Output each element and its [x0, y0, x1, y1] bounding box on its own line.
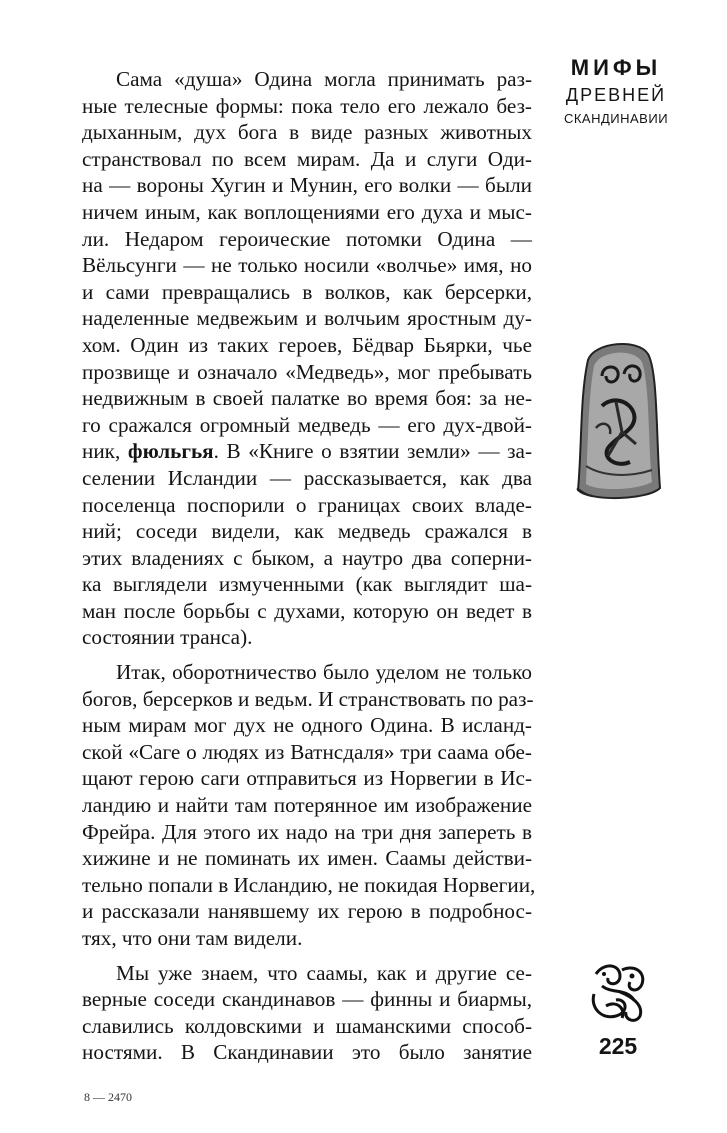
- text-line: ные телесные формы: пока тело его лежало без-: [82, 93, 532, 118]
- text-line: богов, берсерков и ведьм. И странствовать по раз-: [82, 686, 534, 711]
- rubric-title: МИФЫ: [570, 55, 662, 80]
- text-fragment: . В «Книге о взятии земли» — за-: [213, 439, 532, 464]
- body-text: [82, 66, 536, 1066]
- text-line: состоянии транса).: [82, 625, 253, 650]
- text-line: го сражался огромный медведь — его дух-двой-: [82, 412, 532, 437]
- text-line: странствовал по всем мирам. Да и слуги Оди-: [82, 146, 532, 171]
- term-fylgja: фюльгья: [127, 439, 214, 464]
- text-line-with-term: [82, 438, 532, 465]
- text-line: Фрейра. Для этого их надо на три дня запереть в: [82, 819, 532, 844]
- rubric-subtitle: ДРЕВНЕЙ: [565, 85, 667, 105]
- text-line: верные соседи скандинавов — финны и биармы,: [82, 987, 532, 1012]
- text-line: хом. Один из таких героев, Бёдвар Бьярки, чье: [82, 332, 532, 357]
- text-line: ли. Недаром героические потомки Одина —: [82, 226, 532, 251]
- text-line: ской «Саге о людях из Ватнсдаля» три саама обе-: [82, 739, 532, 764]
- text-line: наделенные медвежьим и волчьим яростным ду-: [82, 306, 532, 331]
- text-line: на — вороны Хугин и Мунин, его волки — были: [82, 173, 532, 198]
- text-line: хижине и не поминать их имен. Саамы действи-: [82, 846, 532, 871]
- text-line: Итак, оборотничество было уделом не только: [116, 660, 532, 685]
- text-line: этих владениях с быком, а наутро два соперни-: [82, 545, 532, 570]
- text-line: Сама «душа» Одина могла принимать раз-: [116, 67, 532, 91]
- text-line: недвижным в своей палатке во время боя: за не-: [82, 386, 532, 411]
- text-line: и рассказали нанявшему их герою в подробнос-: [82, 899, 532, 924]
- text-line: ничем иным, как воплощениями его духа и мыс-: [82, 199, 532, 224]
- text-line: прозвище и означало «Медведь», мог пребывать: [82, 359, 532, 384]
- text-line: тельно попали в Исландию, не покидая Норвегии,: [82, 872, 536, 897]
- text-line: ка выглядели измученными (как выглядит ша-: [82, 572, 532, 597]
- page-number: 225: [598, 1033, 638, 1059]
- text-line: дыханным, дух бога в виде разных животных: [82, 120, 532, 145]
- text-line: ным мирам мог дух не одного Одина. В исланд-: [82, 713, 532, 738]
- text-line: ман после борьбы с духами, которую он ведет в: [82, 598, 532, 623]
- text-line: селении Исландии — рассказывается, как два: [82, 465, 532, 490]
- text-line: славились колдовскими и шаманскими способ-: [82, 1013, 532, 1038]
- paragraph-2: [82, 659, 536, 952]
- text-line: Мы уже знаем, что саамы, как и другие се-: [116, 960, 532, 985]
- paragraph-3: [82, 960, 532, 1066]
- rubric-subtitle-2: СКАНДИНАВИИ: [563, 111, 669, 126]
- printer-signature: 8 — 2470: [84, 1090, 132, 1104]
- paragraph-1: [82, 66, 532, 651]
- text-line: ний; соседи видели, как медведь сражался в: [82, 519, 532, 544]
- knot-ornament-icon: [586, 960, 652, 1026]
- text-line: поселенца поспорили о границах своих владе-: [82, 492, 532, 517]
- text-line: тях, что они там видели.: [82, 926, 303, 950]
- text-fragment: ник,: [82, 439, 128, 464]
- text-line: ностями. В Скандинавии это было занятие: [82, 1040, 532, 1065]
- runestone-icon: [572, 336, 664, 506]
- text-line: щают герою саги отправиться из Норвегии в Ис-: [82, 766, 532, 791]
- text-line: и сами превращались в волков, как берсерки,: [82, 279, 532, 304]
- text-line: Вёльсунги — не только носили «волчье» имя, но: [82, 253, 532, 278]
- text-line: ландию и найти там потерянное им изображение: [82, 793, 532, 818]
- running-header: [560, 54, 672, 130]
